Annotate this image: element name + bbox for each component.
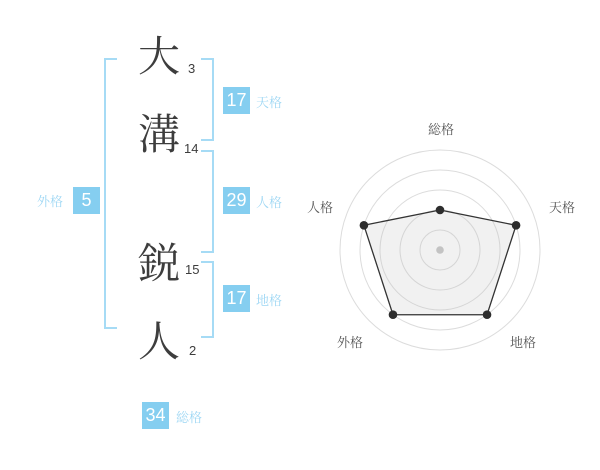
jinkaku-value-badge: 29 [223,187,250,214]
radar-vertex-dot-3 [389,310,398,319]
stroke-count-3: 15 [185,262,200,277]
gaikaku-value-badge: 5 [73,187,100,214]
radar-axis-label-2: 地格 [509,335,537,350]
radar-axis-label-4: 人格 [306,200,334,215]
radar-vertex-dot-1 [512,221,521,230]
gaikaku-label: 外格 [37,194,64,209]
stroke-count-4: 2 [189,343,197,358]
tenkaku-value-badge: 17 [223,87,250,114]
tenkaku-label: 天格 [256,95,283,110]
radar-vertex-dot-2 [483,310,492,319]
radar-vertex-dot-4 [360,221,369,230]
chikaku-value-badge: 17 [223,285,250,312]
name-char-2: 溝 [137,111,180,158]
name-char-3: 鋭 [137,240,180,287]
radar-chart [290,110,590,370]
chikaku-bracket [201,261,214,338]
gaikaku-bracket [104,58,117,329]
radar-axis-label-0: 総格 [427,122,455,137]
radar-data-polygon [364,210,516,315]
soukaku-value-badge: 34 [142,402,169,429]
jinkaku-label: 人格 [256,195,283,210]
stroke-count-2: 14 [184,141,199,156]
radar-axis-label-1: 天格 [548,200,576,215]
name-char-1: 大 [137,33,180,80]
stroke-count-1: 3 [188,61,196,76]
name-char-4: 人 [137,318,180,365]
tenkaku-bracket [201,58,214,141]
radar-vertex-dot-0 [436,206,445,215]
radar-axis-label-3: 外格 [336,335,364,350]
jinkaku-bracket [201,150,214,253]
chikaku-label: 地格 [256,293,283,308]
soukaku-label: 総格 [176,410,203,425]
